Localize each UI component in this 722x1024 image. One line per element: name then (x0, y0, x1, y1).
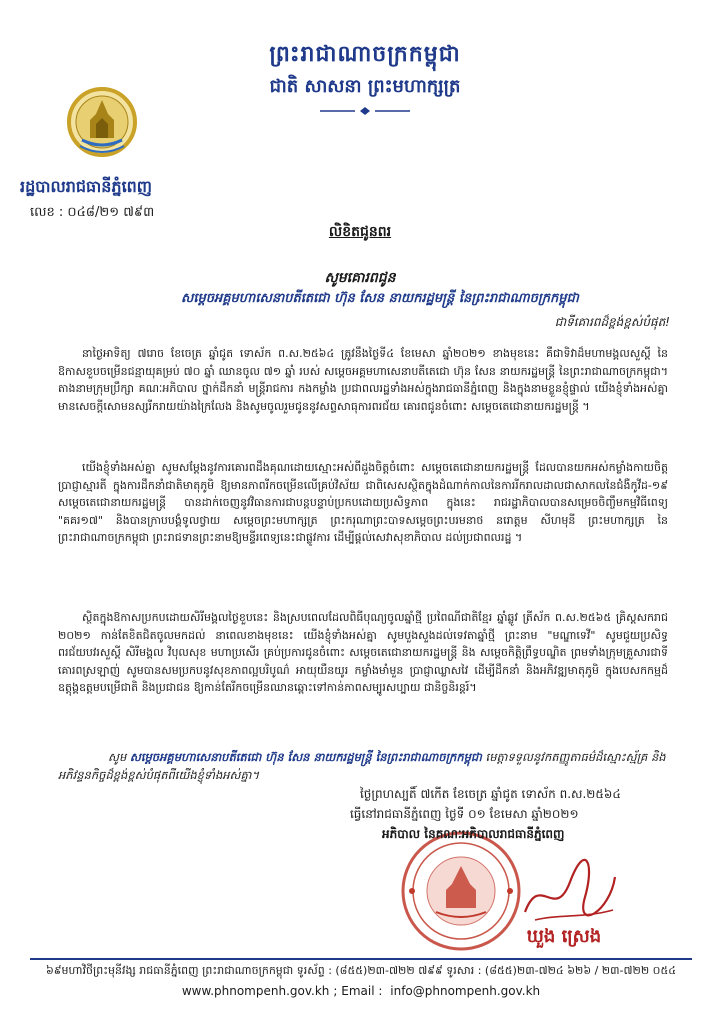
lunar-date: ថ្ងៃព្រហស្បតិ៍ ៧កើត ខែចេត្រ ឆ្នាំជូត ទោស័ក ព.ស.២៥៦៤ (360, 787, 621, 801)
salutation: សូមគោរពជូន (324, 270, 396, 286)
body-paragraph-3: ស្ថិតក្នុងឱកាសប្រកបដោយសិរីមង្គលថ្ងៃខួបនេះ និងស្របពេលដែលពិធីបុណ្យចូលឆ្នាំថ្មី ប្រពៃណីជាតិខ្មែរ ឆ្នាំឆ្លូវ ត្រីស័ក ព.ស.២៥៦៥ គ្រិស្តសករាជ ២០២១ កាន់តែខិតជិតចូលមកដល់ នាពេលខាងមុខនេះ យើងខ្ញុំទាំងអស់គ្នា សូមបួងសួងដល់ទេវតាឆ្នាំថ្មី ព្រះនាម "មណ្ឌាទេវី" សូមជួយប្រសិទ្ធពរជ័យបវរសួស្តី សិរីមង្គល វិបុលសុខ មហាប្រសើរ គ្រប់ប្រការជូនចំពោះ សម្តេចតេជោនាយករដ្ឋមន្ត្រី និង សម្តេចកិត្តិព្រឹទ្ធបណ្ឌិត ព្រមទាំងក្រុមគ្រួសារជាទីគោរពស្រឡាញ់ សូមបានសមប្រកបនូវសុខភាពល្អបរិបូណ៌ អាយុយឺនយូរ កម្លាំងមាំមួន ប្រាជ្ញាឈ្លាសវៃ ដើម្បីដឹកនាំ និងអភិវឌ្ឍមាតុភូមិ ក្នុងបេសកកម្មដ៏ឧត្តុង្គឧត្តមបម្រើជាតិ និងប្រជាជន ឱ្យកាន់តែរីកចម្រើនឈានឆ្ពោះទៅកាន់ភាពសម្បូរសប្បាយ ជានិច្ចនិរន្តរ៍។ (58, 611, 668, 694)
closing-lead: សូម (108, 750, 127, 764)
sender-name: រដ្ឋបាលរាជធានីភ្នំពេញ (20, 177, 153, 196)
closing-name: សម្តេចអគ្គមហាសេនាបតីតេជោ ហ៊ុន សែន នាយករដ្ឋមន្ត្រី នៃព្រះរាជាណាចក្រកម្ពុជា (129, 750, 482, 764)
phnom-penh-seal-icon (66, 80, 138, 170)
closing-statement (58, 748, 668, 784)
honorific: ជាទីគោរពដ៏ខ្ពង់ខ្ពស់បំផុត! (554, 315, 670, 329)
footer-contact (30, 984, 692, 998)
addressee: សម្តេចអគ្គមហាសេនាបតីតេជោ ហ៊ុន សែន នាយករដ្ឋមន្ត្រី នៃព្រះរាជាណាចក្រកម្ពុជា (181, 291, 579, 306)
document-title: លិខិតជូនពរ (328, 224, 392, 240)
solar-date: ធ្វើនៅរាជធានីភ្នំពេញ ថ្ងៃទី ០១ ខែមេសា ឆ្នាំ២០២១ (350, 807, 579, 821)
website-link[interactable]: www.phnompenh.gov.kh (181, 984, 330, 998)
handwritten-signature-icon (515, 852, 625, 932)
motto-ornament-icon (315, 106, 415, 116)
signer-name: ឃួង ស្រេង (526, 926, 602, 947)
kingdom-header: ព្រះរាជាណាចក្រកម្ពុជា (269, 42, 461, 67)
reference-number: លេខ : ០៤៨/២១ ៧៩៣ (30, 205, 155, 220)
footer-divider (30, 958, 692, 960)
body-paragraph-1: នាថ្ងៃអាទិត្យ ៧រោច ខែចេត្រ ឆ្នាំជូត ទោស័ក ព.ស.២៥៦៤ ត្រូវនឹងថ្ងៃទី៤ ខែមេសា ឆ្នាំ២០២១ ខាងមុខនេះ គឺជាទិវាដ៏មហាមង្គលសួស្តី នៃឱកាសខួបចម្រើនជន្មាយុគម្រប់ ៧០ ឆ្នាំ ឈានចូល ៧១ ឆ្នាំ របស់ សម្តេចអគ្គមហាសេនាបតីតេជោ ហ៊ុន សែន នាយករដ្ឋមន្ត្រី នៃព្រះរាជាណាចក្រកម្ពុជា។ តាងនាមក្រុមប្រឹក្សា គណៈអភិបាល ថ្នាក់ដឹកនាំ មន្ត្រីរាជការ កងកម្លាំង ប្រជាពលរដ្ឋទាំងអស់ក្នុងរាជធានីភ្នំពេញ និងក្នុងនាមខ្លួនខ្ញុំផ្ទាល់ យើងខ្ញុំទាំងអស់គ្នា មានសេចក្តីសោមនស្សរីករាយយ៉ាងក្រៃលែង និងសូមចូលរួមជូននូវសព្ទសាធុការពរជ័យ គោរពជូនចំពោះ សម្តេចតេជោនាយករដ្ឋមន្ត្រី ។ (58, 347, 668, 413)
national-motto: ជាតិ សាសនា ព្រះមហាក្សត្រ (269, 76, 461, 97)
signer-title: អភិបាល នៃគណៈអភិបាលរាជធានីភ្នំពេញ (382, 827, 565, 841)
footer-address: ៦៩មហាវិថីព្រះមុនីវង្ស រាជធានីភ្នំពេញ ព្រះរាជាណាចក្រកម្ពុជា ទូរស័ព្ទ : (៨៥៥)២៣-៧២២ ៧៩៩ ទូរសារ : (៨៥៥)២៣-៧២៤ ៦២៦ / ២៣-៧២២ ០៥៤ (45, 964, 677, 977)
email-link[interactable]: info@phnompenh.gov.kh (390, 984, 541, 998)
email-label: ; Email : (333, 984, 383, 998)
body-paragraph-2: យើងខ្ញុំទាំងអស់គ្នា សូមសម្តែងនូវការគោរពដឹងគុណដោយស្មោះអស់ពីដួងចិត្តចំពោះ សម្តេចតេជោនាយករដ្ឋមន្ត្រី ដែលបានយកអស់កម្លាំងកាយចិត្ត ប្រាជ្ញាស្មារតី ក្នុងការដឹកនាំជាតិមាតុភូមិ ឱ្យមានភាពរីកចម្រើនលើគ្រប់វិស័យ ជាពិសេសស្ថិតក្នុងដំណាក់កាលនៃការរីករាលដាលជាសាកលនៃជំងឺកូវីដ-១៩ សម្តេចតេជោនាយករដ្ឋមន្ត្រី បានដាក់ចេញនូវវិធានការជាបន្តបន្ទាប់ប្រកបដោយប្រសិទ្ធភាព ក្នុងនេះ រាជរដ្ឋាភិបាលបានសម្រេចចិញ្ចឹមកម្មវិធីពេទ្យ "គគរ១៧" និងបានក្រាបបង្គំទូលថ្វាយ សម្តេចព្រះមហាក្សត្រ ព្រះករុណាព្រះបាទសម្តេចព្រះបរមនាថ នរោត្តម សីហមុនី ព្រះមហាក្សត្រ នៃព្រះរាជាណាចក្រកម្ពុជា ព្រះរាជទានព្រះនាមឱ្យមន្ទីរពេទ្យនេះជាផ្លូវការ ដើម្បីផ្តល់សេវាសុខាភិបាល ដល់ប្រជាពលរដ្ឋ ។ (58, 461, 668, 544)
closing-rest: មេត្តាទទួលនូវកតញ្ញូតាធម៌ដ៏ស្មោះស្ម័គ្រ និងអភិវន្ទនកិច្ចដ៏ខ្ពង់ខ្ពស់បំផុតពីយើងខ្ញុំទាំងអស់គ្នា។ (58, 750, 666, 782)
